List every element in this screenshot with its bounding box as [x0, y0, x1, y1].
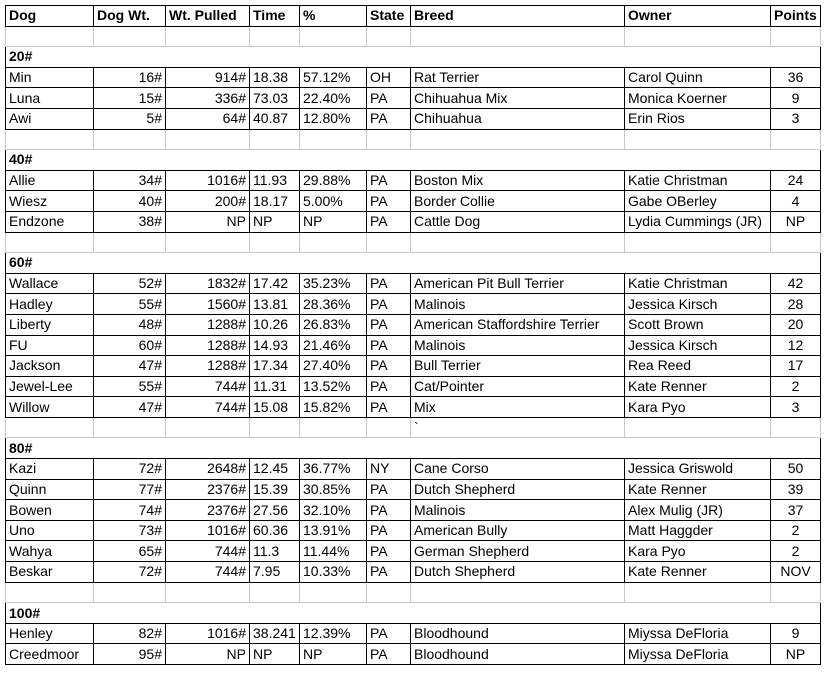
- class-header-row: [6, 47, 821, 68]
- points-cell: 9: [771, 623, 821, 644]
- empty-cell: [94, 417, 166, 438]
- breed-cell: Boston Mix: [411, 170, 625, 191]
- breed-cell: American Bully: [411, 520, 625, 541]
- percent-cell: 22.40%: [300, 88, 367, 109]
- points-cell: 2: [771, 541, 821, 562]
- blank-row: [6, 417, 821, 438]
- empty-cell: [771, 129, 821, 150]
- state-cell: PA: [367, 541, 411, 562]
- points-cell: NP: [771, 211, 821, 232]
- dog-name-cell: Creedmoor: [6, 644, 94, 665]
- time-cell: 11.93: [250, 170, 300, 191]
- empty-cell: [411, 232, 625, 253]
- empty-cell: [771, 417, 821, 438]
- blank-row: [6, 232, 821, 253]
- dog-name-cell: Luna: [6, 88, 94, 109]
- weight-class-title: 80#: [6, 438, 821, 459]
- points-cell: 36: [771, 67, 821, 88]
- empty-cell: [250, 232, 300, 253]
- table-row: [6, 294, 821, 315]
- column-header-owner: Owner: [625, 6, 771, 27]
- percent-cell: 28.36%: [300, 294, 367, 315]
- state-cell: PA: [367, 88, 411, 109]
- state-cell: PA: [367, 273, 411, 294]
- empty-cell: [625, 417, 771, 438]
- owner-cell: Carol Quinn: [625, 67, 771, 88]
- weight-pulled-cell: 1016#: [166, 170, 250, 191]
- owner-cell: Kate Renner: [625, 562, 771, 583]
- weight-pulled-cell: 1288#: [166, 356, 250, 377]
- weight-pulled-cell: 1832#: [166, 273, 250, 294]
- percent-cell: 13.91%: [300, 520, 367, 541]
- percent-cell: 5.00%: [300, 191, 367, 212]
- state-cell: PA: [367, 397, 411, 418]
- state-cell: PA: [367, 108, 411, 129]
- state-cell: PA: [367, 335, 411, 356]
- points-cell: NP: [771, 644, 821, 665]
- breed-cell: Cane Corso: [411, 459, 625, 480]
- weight-class-title: 20#: [6, 47, 821, 68]
- empty-cell: [250, 417, 300, 438]
- points-cell: NOV: [771, 562, 821, 583]
- percent-cell: 21.46%: [300, 335, 367, 356]
- table-row: [6, 335, 821, 356]
- points-cell: 2: [771, 376, 821, 397]
- table-row: [6, 500, 821, 521]
- table-row: [6, 459, 821, 480]
- breed-cell: Dutch Shepherd: [411, 562, 625, 583]
- dog-weight-cell: 34#: [94, 170, 166, 191]
- percent-cell: NP: [300, 644, 367, 665]
- breed-cell: Cat/Pointer: [411, 376, 625, 397]
- owner-cell: Lydia Cummings (JR): [625, 211, 771, 232]
- empty-cell: [94, 582, 166, 603]
- state-cell: PA: [367, 211, 411, 232]
- time-cell: 14.93: [250, 335, 300, 356]
- empty-cell: `: [411, 417, 625, 438]
- empty-cell: [625, 129, 771, 150]
- table-row: [6, 191, 821, 212]
- weight-pulled-cell: 1016#: [166, 623, 250, 644]
- owner-cell: Rea Reed: [625, 356, 771, 377]
- time-cell: 73.03: [250, 88, 300, 109]
- points-cell: 28: [771, 294, 821, 315]
- breed-cell: Rat Terrier: [411, 67, 625, 88]
- dog-weight-cell: 38#: [94, 211, 166, 232]
- points-cell: 2: [771, 520, 821, 541]
- time-cell: NP: [250, 211, 300, 232]
- empty-cell: [6, 417, 94, 438]
- weight-pulled-cell: 744#: [166, 541, 250, 562]
- percent-cell: 29.88%: [300, 170, 367, 191]
- owner-cell: Katie Christman: [625, 170, 771, 191]
- weight-class-title: 60#: [6, 253, 821, 274]
- dog-weight-cell: 77#: [94, 479, 166, 500]
- owner-cell: Monica Koerner: [625, 88, 771, 109]
- empty-cell: [166, 232, 250, 253]
- owner-cell: Kara Pyo: [625, 397, 771, 418]
- table-row: [6, 108, 821, 129]
- empty-cell: [367, 129, 411, 150]
- state-cell: NY: [367, 459, 411, 480]
- weight-pulled-cell: 2376#: [166, 500, 250, 521]
- breed-cell: Chihuahua: [411, 108, 625, 129]
- points-cell: 37: [771, 500, 821, 521]
- empty-cell: [250, 582, 300, 603]
- weight-pulled-cell: NP: [166, 644, 250, 665]
- time-cell: 17.34: [250, 356, 300, 377]
- time-cell: 60.36: [250, 520, 300, 541]
- owner-cell: Erin Rios: [625, 108, 771, 129]
- dog-name-cell: Awi: [6, 108, 94, 129]
- empty-cell: [300, 232, 367, 253]
- breed-cell: Bloodhound: [411, 644, 625, 665]
- dog-name-cell: Wiesz: [6, 191, 94, 212]
- points-cell: 3: [771, 397, 821, 418]
- percent-cell: 13.52%: [300, 376, 367, 397]
- table-row: [6, 170, 821, 191]
- owner-cell: Scott Brown: [625, 314, 771, 335]
- empty-cell: [367, 417, 411, 438]
- state-cell: PA: [367, 314, 411, 335]
- weight-pulled-cell: 1560#: [166, 294, 250, 315]
- empty-cell: [300, 582, 367, 603]
- weight-pulled-cell: 1016#: [166, 520, 250, 541]
- empty-cell: [166, 582, 250, 603]
- time-cell: NP: [250, 644, 300, 665]
- empty-cell: [367, 582, 411, 603]
- dog-weight-cell: 72#: [94, 562, 166, 583]
- dog-name-cell: Endzone: [6, 211, 94, 232]
- table-row: [6, 397, 821, 418]
- percent-cell: 32.10%: [300, 500, 367, 521]
- breed-cell: Cattle Dog: [411, 211, 625, 232]
- weight-class-title: 40#: [6, 150, 821, 171]
- dog-weight-cell: 52#: [94, 273, 166, 294]
- dog-weight-cell: 48#: [94, 314, 166, 335]
- dog-weight-cell: 82#: [94, 623, 166, 644]
- state-cell: OH: [367, 67, 411, 88]
- percent-cell: 35.23%: [300, 273, 367, 294]
- dog-weight-cell: 16#: [94, 67, 166, 88]
- dog-weight-cell: 40#: [94, 191, 166, 212]
- dog-weight-cell: 74#: [94, 500, 166, 521]
- weight-pulled-cell: 914#: [166, 67, 250, 88]
- time-cell: 38.241: [250, 623, 300, 644]
- time-cell: 15.39: [250, 479, 300, 500]
- empty-cell: [625, 232, 771, 253]
- owner-cell: Miyssa DeFloria: [625, 623, 771, 644]
- table-row: [6, 356, 821, 377]
- time-cell: 13.81: [250, 294, 300, 315]
- dog-name-cell: Jewel-Lee: [6, 376, 94, 397]
- percent-cell: 11.44%: [300, 541, 367, 562]
- dog-weight-cell: 72#: [94, 459, 166, 480]
- blank-row: [6, 26, 821, 47]
- state-cell: PA: [367, 170, 411, 191]
- column-header-dog-weight: Dog Wt.: [94, 6, 166, 27]
- dog-name-cell: Willow: [6, 397, 94, 418]
- dog-name-cell: Beskar: [6, 562, 94, 583]
- breed-cell: Malinois: [411, 500, 625, 521]
- dog-name-cell: Hadley: [6, 294, 94, 315]
- class-header-row: [6, 253, 821, 274]
- weight-pulled-cell: 2376#: [166, 479, 250, 500]
- state-cell: PA: [367, 623, 411, 644]
- dog-weight-cell: 47#: [94, 356, 166, 377]
- dog-weight-cell: 73#: [94, 520, 166, 541]
- points-cell: 4: [771, 191, 821, 212]
- table-row: [6, 67, 821, 88]
- table-row: [6, 479, 821, 500]
- owner-cell: Miyssa DeFloria: [625, 644, 771, 665]
- column-header-time: Time: [250, 6, 300, 27]
- results-table: [5, 5, 821, 665]
- owner-cell: Jessica Kirsch: [625, 294, 771, 315]
- breed-cell: Bloodhound: [411, 623, 625, 644]
- time-cell: 18.17: [250, 191, 300, 212]
- state-cell: PA: [367, 644, 411, 665]
- percent-cell: 10.33%: [300, 562, 367, 583]
- dog-name-cell: Jackson: [6, 356, 94, 377]
- empty-cell: [6, 582, 94, 603]
- blank-row: [6, 129, 821, 150]
- empty-cell: [771, 232, 821, 253]
- empty-cell: [625, 582, 771, 603]
- owner-cell: Katie Christman: [625, 273, 771, 294]
- weight-class-title: 100#: [6, 603, 821, 624]
- owner-cell: Kara Pyo: [625, 541, 771, 562]
- column-header-breed: Breed: [411, 6, 625, 27]
- weight-pulled-cell: NP: [166, 211, 250, 232]
- owner-cell: Jessica Kirsch: [625, 335, 771, 356]
- header-row: [6, 6, 821, 27]
- weight-pulled-cell: 744#: [166, 376, 250, 397]
- weight-pulled-cell: 336#: [166, 88, 250, 109]
- weight-pulled-cell: 200#: [166, 191, 250, 212]
- table-row: [6, 211, 821, 232]
- class-header-row: [6, 150, 821, 171]
- column-header-points: Points: [771, 6, 821, 27]
- class-header-row: [6, 603, 821, 624]
- dog-weight-cell: 55#: [94, 376, 166, 397]
- dog-name-cell: Wahya: [6, 541, 94, 562]
- time-cell: 11.31: [250, 376, 300, 397]
- state-cell: PA: [367, 356, 411, 377]
- owner-cell: Jessica Griswold: [625, 459, 771, 480]
- time-cell: 17.42: [250, 273, 300, 294]
- dog-name-cell: Henley: [6, 623, 94, 644]
- time-cell: 11.3: [250, 541, 300, 562]
- percent-cell: 26.83%: [300, 314, 367, 335]
- points-cell: 12: [771, 335, 821, 356]
- dog-weight-cell: 65#: [94, 541, 166, 562]
- percent-cell: NP: [300, 211, 367, 232]
- table-row: [6, 88, 821, 109]
- breed-cell: Chihuahua Mix: [411, 88, 625, 109]
- state-cell: PA: [367, 562, 411, 583]
- dog-name-cell: FU: [6, 335, 94, 356]
- breed-cell: Dutch Shepherd: [411, 479, 625, 500]
- weight-pulled-cell: 1288#: [166, 314, 250, 335]
- weight-pulled-cell: 744#: [166, 562, 250, 583]
- weight-pulled-cell: 744#: [166, 397, 250, 418]
- owner-cell: Matt Haggder: [625, 520, 771, 541]
- time-cell: 15.08: [250, 397, 300, 418]
- table-row: [6, 562, 821, 583]
- weight-pulled-cell: 2648#: [166, 459, 250, 480]
- dog-name-cell: Min: [6, 67, 94, 88]
- percent-cell: 30.85%: [300, 479, 367, 500]
- column-header-dog: Dog: [6, 6, 94, 27]
- points-cell: 50: [771, 459, 821, 480]
- breed-cell: Malinois: [411, 335, 625, 356]
- breed-cell: Bull Terrier: [411, 356, 625, 377]
- column-header-weight-pulled: Wt. Pulled: [166, 6, 250, 27]
- table-row: [6, 623, 821, 644]
- empty-cell: [300, 417, 367, 438]
- empty-cell: [367, 232, 411, 253]
- dog-weight-cell: 55#: [94, 294, 166, 315]
- percent-cell: 12.39%: [300, 623, 367, 644]
- time-cell: 27.56: [250, 500, 300, 521]
- dog-name-cell: Wallace: [6, 273, 94, 294]
- table-row: [6, 644, 821, 665]
- percent-cell: 15.82%: [300, 397, 367, 418]
- weight-pulled-cell: 64#: [166, 108, 250, 129]
- empty-cell: [411, 129, 625, 150]
- points-cell: 3: [771, 108, 821, 129]
- state-cell: PA: [367, 294, 411, 315]
- empty-cell: [6, 232, 94, 253]
- dog-name-cell: Quinn: [6, 479, 94, 500]
- points-cell: 42: [771, 273, 821, 294]
- empty-cell: [166, 417, 250, 438]
- points-cell: 9: [771, 88, 821, 109]
- table-row: [6, 273, 821, 294]
- percent-cell: 57.12%: [300, 67, 367, 88]
- time-cell: 7.95: [250, 562, 300, 583]
- table-row: [6, 376, 821, 397]
- breed-cell: American Staffordshire Terrier: [411, 314, 625, 335]
- points-cell: 20: [771, 314, 821, 335]
- points-cell: 39: [771, 479, 821, 500]
- dog-weight-cell: 15#: [94, 88, 166, 109]
- time-cell: 10.26: [250, 314, 300, 335]
- empty-cell: [411, 582, 625, 603]
- empty-cell: [250, 129, 300, 150]
- dog-name-cell: Bowen: [6, 500, 94, 521]
- time-cell: 12.45: [250, 459, 300, 480]
- dog-weight-cell: 5#: [94, 108, 166, 129]
- owner-cell: Gabe OBerley: [625, 191, 771, 212]
- dog-weight-cell: 47#: [94, 397, 166, 418]
- state-cell: PA: [367, 479, 411, 500]
- table-row: [6, 314, 821, 335]
- weight-pulled-cell: 1288#: [166, 335, 250, 356]
- empty-cell: [94, 232, 166, 253]
- dog-name-cell: Allie: [6, 170, 94, 191]
- breed-cell: Malinois: [411, 294, 625, 315]
- dog-weight-cell: 60#: [94, 335, 166, 356]
- points-cell: 17: [771, 356, 821, 377]
- state-cell: PA: [367, 500, 411, 521]
- column-header-state: State: [367, 6, 411, 27]
- table-row: [6, 541, 821, 562]
- breed-cell: American Pit Bull Terrier: [411, 273, 625, 294]
- points-cell: 24: [771, 170, 821, 191]
- percent-cell: 36.77%: [300, 459, 367, 480]
- state-cell: PA: [367, 376, 411, 397]
- empty-cell: [771, 582, 821, 603]
- breed-cell: German Shepherd: [411, 541, 625, 562]
- owner-cell: Kate Renner: [625, 479, 771, 500]
- column-header-percent: %: [300, 6, 367, 27]
- time-cell: 40.87: [250, 108, 300, 129]
- owner-cell: Alex Mulig (JR): [625, 500, 771, 521]
- breed-cell: Border Collie: [411, 191, 625, 212]
- state-cell: PA: [367, 191, 411, 212]
- breed-cell: Mix: [411, 397, 625, 418]
- empty-cell: [94, 129, 166, 150]
- blank-row: [6, 582, 821, 603]
- state-cell: PA: [367, 520, 411, 541]
- dog-name-cell: Uno: [6, 520, 94, 541]
- percent-cell: 12.80%: [300, 108, 367, 129]
- dog-name-cell: Kazi: [6, 459, 94, 480]
- empty-cell: [6, 129, 94, 150]
- empty-cell: [300, 129, 367, 150]
- dog-weight-cell: 95#: [94, 644, 166, 665]
- percent-cell: 27.40%: [300, 356, 367, 377]
- empty-cell: [166, 129, 250, 150]
- dog-name-cell: Liberty: [6, 314, 94, 335]
- table-row: [6, 520, 821, 541]
- time-cell: 18.38: [250, 67, 300, 88]
- owner-cell: Kate Renner: [625, 376, 771, 397]
- class-header-row: [6, 438, 821, 459]
